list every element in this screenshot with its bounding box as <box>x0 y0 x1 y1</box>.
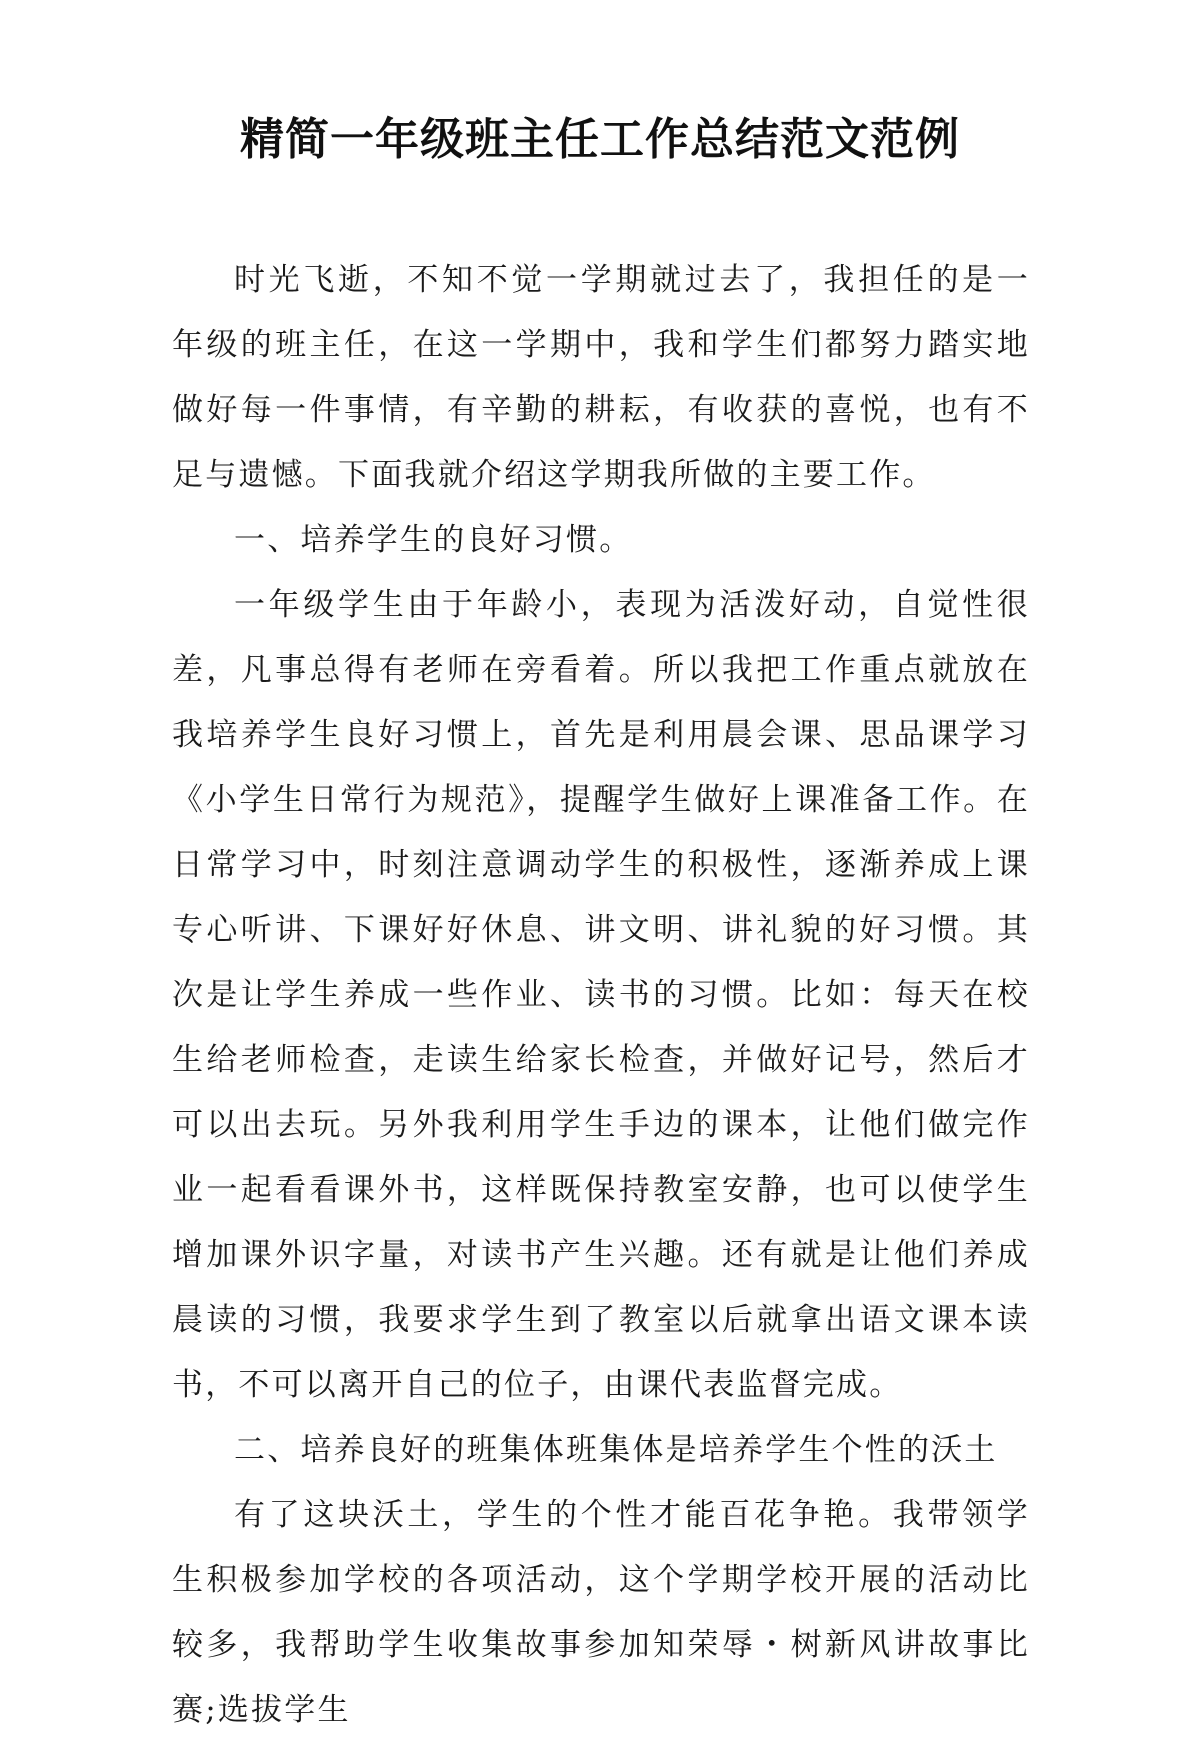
section-heading-2: 二、培养良好的班集体班集体是培养学生个性的沃土 <box>234 1432 998 1468</box>
document-title: 精简一年级班主任工作总结范文范例 <box>240 114 960 165</box>
section-heading-1: 一、培养学生的良好习惯。 <box>234 522 633 558</box>
document-body <box>172 248 1030 1743</box>
paragraph-habits: 一年级学生由于年龄小，表现为活泼好动，自觉性很差，凡事总得有老师在旁看着。所以我把工作重点就放在我培养学生良好习惯上，首先是利用晨会课、思品课学习《小学生日常行为规范》，提醒学生做好上课准备工作。在日常学习中，时刻注意调动学生的积极性，逐渐养成上课专心听讲、下课好好休息、讲文明、讲礼貌的好习惯。其次是让学生养成一些作业、读书的习惯。比如：每天在校生给老师检查，走读生给家长检查，并做好记号，然后才可以出去玩。另外我利用学生手边的课本，让他们做完作业一起看看课外书，这样既保持教室安静，也可以使学生增加课外识字量，对读书产生兴趣。还有就是让他们养成晨读的习惯，我要求学生到了教室以后就拿出语文课本读书，不可以离开自己的位子，由课代表监督完成。 <box>172 587 1030 1403</box>
paragraph-intro: 时光飞逝，不知不觉一学期就过去了，我担任的是一年级的班主任，在这一学期中，我和学生们都努力踏实地做好每一件事情，有辛勤的耕耘，有收获的喜悦，也有不足与遗憾。下面我就介绍这学期我所做的主要工作。 <box>172 262 1030 493</box>
paragraph-class-collective: 有了这块沃土，学生的个性才能百花争艳。我带领学生积极参加学校的各项活动，这个学期学校开展的活动比较多，我帮助学生收集故事参加知荣辱・树新风讲故事比赛;选拔学生 <box>172 1497 1030 1728</box>
